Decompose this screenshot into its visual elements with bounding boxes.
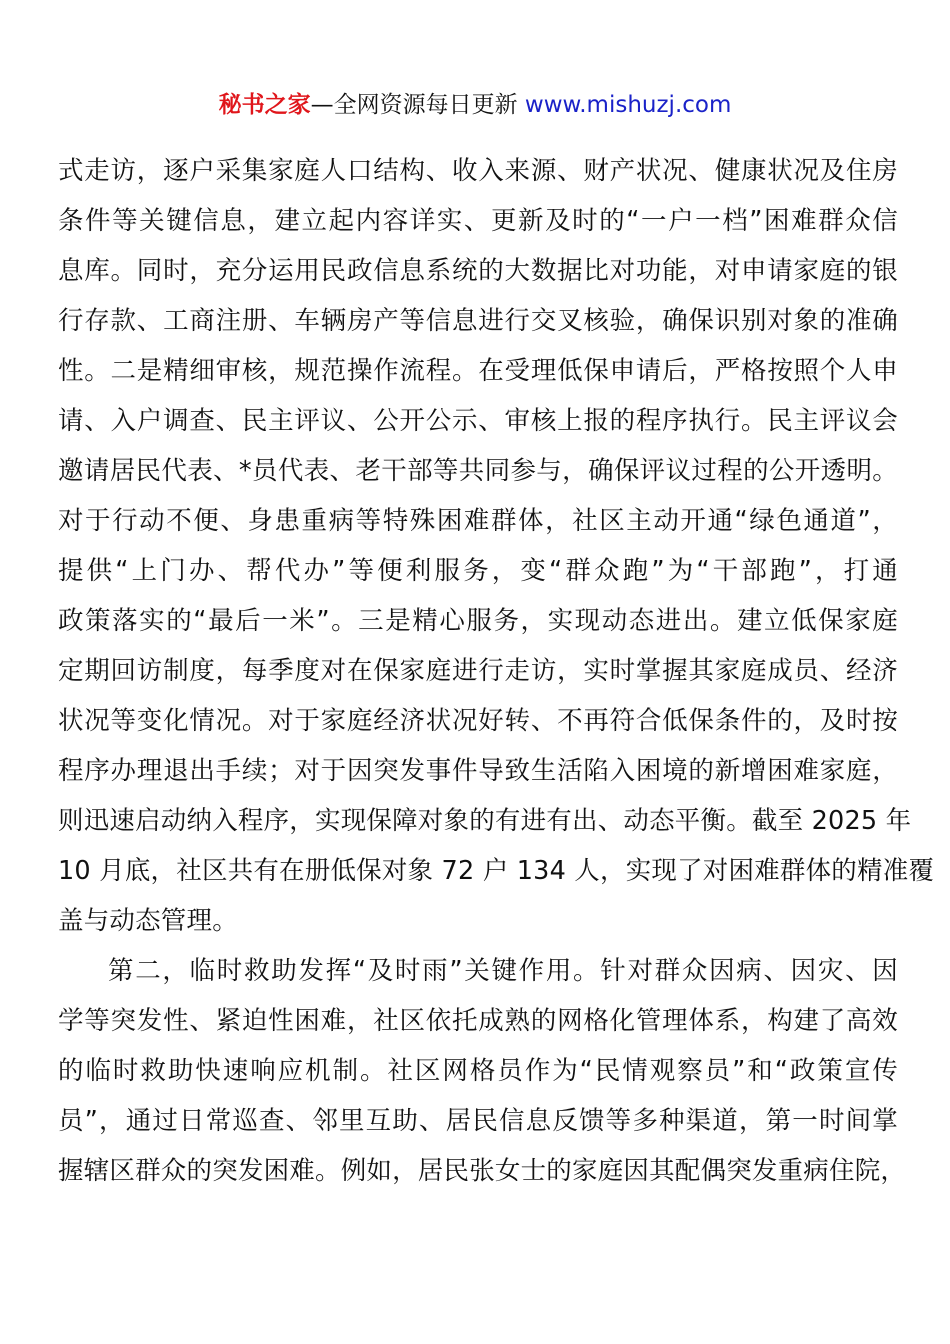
text-line: 程序办理退出手续；对于因突发事件导致生活陷入困境的新增困难家庭， [58, 756, 898, 786]
header-slogan: —全网资源每日更新 [310, 92, 525, 118]
text-line: 性。二是精细审核，规范操作流程。在受理低保申请后，严格按照个人申 [58, 356, 898, 386]
text-line: 邀请居民代表、*员代表、老干部等共同参与，确保评议过程的公开透明。 [58, 456, 898, 486]
text-line: 对于行动不便、身患重病等特殊困难群体，社区主动开通“绿色通道”， [58, 506, 898, 536]
text-line: 状况等变化情况。对于家庭经济状况好转、不再符合低保条件的，及时按 [58, 706, 898, 736]
text-line: 政策落实的“最后一米”。三是精心服务，实现动态进出。建立低保家庭 [58, 606, 898, 636]
text-line: 的临时救助快速响应机制。社区网格员作为“民情观察员”和“政策宣传 [58, 1056, 898, 1086]
site-url-link[interactable]: www.mishuzj.com [524, 92, 732, 118]
paragraph-1 [58, 146, 935, 946]
brand-name: 秘书之家 [218, 92, 311, 118]
text-line: 式走访，逐户采集家庭人口结构、收入来源、财产状况、健康状况及住房 [58, 156, 898, 186]
text-line: 学等突发性、紧迫性困难，社区依托成熟的网格化管理体系，构建了高效 [58, 1006, 898, 1036]
text-line: 提供“上门办、帮代办”等便利服务，变“群众跑”为“干部跑”，打通 [58, 556, 898, 586]
text-line: 请、入户调查、民主评议、公开公示、审核上报的程序执行。民主评议会 [58, 406, 898, 436]
text-line: 定期回访制度，每季度对在保家庭进行走访，实时掌握其家庭成员、经济 [58, 656, 898, 686]
text-line: 员”，通过日常巡查、邻里互助、居民信息反馈等多种渠道，第一时间掌 [58, 1106, 898, 1136]
text-line: 条件等关键信息，建立起内容详实、更新及时的“一户一档”困难群众信 [58, 206, 898, 236]
site-header [0, 88, 950, 122]
text-line: 则迅速启动纳入程序，实现保障对象的有进有出、动态平衡。截至 2025 年 [58, 806, 912, 836]
paragraph-2 [58, 946, 907, 1196]
text-line: 行存款、工商注册、车辆房产等信息进行交叉核验，确保识别对象的准确 [58, 306, 898, 336]
text-line: 10 月底，社区共有在册低保对象 72 户 134 人，实现了对困难群体的精准覆 [58, 856, 935, 886]
text-line: 盖与动态管理。 [58, 906, 238, 936]
document-body [58, 146, 935, 1196]
text-line: 第二，临时救助发挥“及时雨”关键作用。针对群众因病、因灾、因 [108, 956, 898, 986]
text-line: 息库。同时，充分运用民政信息系统的大数据比对功能，对申请家庭的银 [58, 256, 898, 286]
text-line: 握辖区群众的突发困难。例如，居民张女士的家庭因其配偶突发重病住院， [58, 1156, 907, 1186]
